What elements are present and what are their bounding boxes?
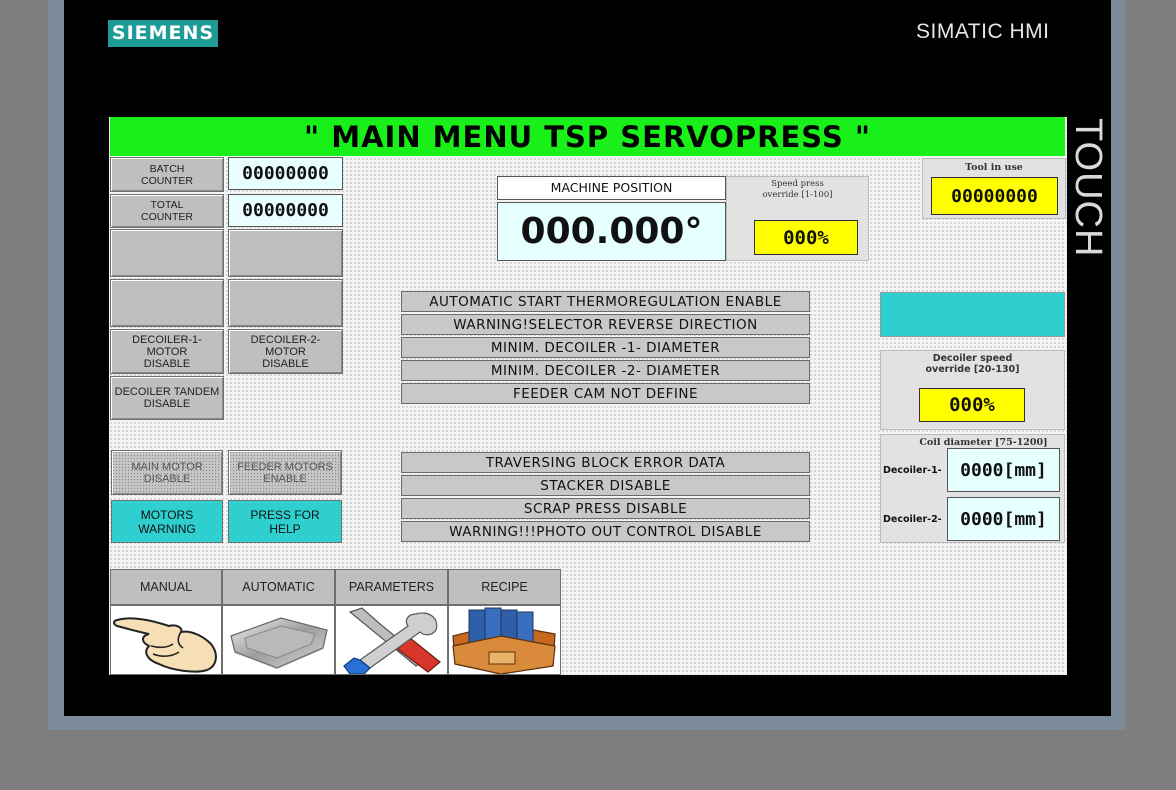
alarm-message: TRAVERSING BLOCK ERROR DATA xyxy=(401,452,810,473)
decoiler-speed-value[interactable]: 000% xyxy=(919,388,1025,422)
touch-label: TOUCH xyxy=(1067,118,1109,258)
foil-tray-icon xyxy=(223,606,334,674)
pointing-hand-icon xyxy=(111,606,221,674)
machine-position-value: 000.000° xyxy=(497,202,726,261)
parameters-button[interactable] xyxy=(335,605,448,675)
tab-recipe[interactable]: RECIPE xyxy=(448,569,561,605)
alarm-message: STACKER DISABLE xyxy=(401,475,810,496)
model-label: SIMATIC HMI xyxy=(916,20,1050,43)
tool-value[interactable]: 00000000 xyxy=(931,177,1058,215)
decoiler-2-diameter-value[interactable]: 0000[mm] xyxy=(947,497,1060,541)
alarm-message: WARNING!SELECTOR REVERSE DIRECTION xyxy=(401,314,810,335)
alarm-message: MINIM. DECOILER -1- DIAMETER xyxy=(401,337,810,358)
recipe-button[interactable] xyxy=(448,605,561,675)
alarm-message: WARNING!!!PHOTO OUT CONTROL DISABLE xyxy=(401,521,810,542)
alarm-message: SCRAP PRESS DISABLE xyxy=(401,498,810,519)
automatic-button[interactable] xyxy=(222,605,335,675)
page-title: " MAIN MENU TSP SERVOPRESS " xyxy=(110,117,1065,156)
status-indicator xyxy=(880,292,1065,337)
coil-diameter-label: Coil diameter [75-1200] xyxy=(919,437,1048,448)
decoiler-speed-panel xyxy=(880,350,1065,430)
decoiler-1-label: Decoiler-1- xyxy=(883,465,942,476)
siemens-logo: SIEMENS xyxy=(108,20,218,47)
tools-icon xyxy=(336,606,447,674)
tab-manual[interactable]: MANUAL xyxy=(110,569,222,605)
motors-warning-button[interactable]: MOTORS WARNING xyxy=(111,500,223,543)
coil-diameter-panel xyxy=(880,434,1065,543)
decoiler-1-diameter-value[interactable]: 0000[mm] xyxy=(947,448,1060,492)
speed-press-value[interactable]: 000% xyxy=(754,220,858,255)
alarm-message: AUTOMATIC START THERMOREGULATION ENABLE xyxy=(401,291,810,312)
tab-automatic[interactable]: AUTOMATIC xyxy=(222,569,335,605)
alarm-message: FEEDER CAM NOT DEFINE xyxy=(401,383,810,404)
batch-counter-value[interactable]: 00000000 xyxy=(228,157,343,190)
press-for-help-button[interactable]: PRESS FOR HELP xyxy=(228,500,342,543)
total-counter-value[interactable]: 00000000 xyxy=(228,194,343,227)
manual-button[interactable] xyxy=(110,605,222,675)
main-motor-button[interactable]: MAIN MOTOR DISABLE xyxy=(111,450,223,495)
alarm-message: MINIM. DECOILER -2- DIAMETER xyxy=(401,360,810,381)
tool-panel xyxy=(922,158,1066,219)
speed-press-label: Speed press override [1-100] xyxy=(762,179,833,200)
decoiler-speed-label: Decoiler speed override [20-130] xyxy=(925,353,1020,375)
speed-press-panel xyxy=(726,176,869,261)
blank-button-2[interactable] xyxy=(228,229,343,277)
machine-position-label: MACHINE POSITION xyxy=(497,176,726,200)
hmi-screen xyxy=(109,117,1067,675)
batch-counter-label: BATCH COUNTER xyxy=(110,157,224,192)
tool-label: Tool in use xyxy=(965,162,1023,173)
decoiler-2-motor-button[interactable]: DECOILER-2- MOTOR DISABLE xyxy=(228,329,343,374)
blank-button-3[interactable] xyxy=(110,279,224,327)
decoiler-tandem-button[interactable]: DECOILER TANDEM DISABLE xyxy=(110,376,224,420)
blank-button-4[interactable] xyxy=(228,279,343,327)
decoiler-1-motor-button[interactable]: DECOILER-1- MOTOR DISABLE xyxy=(110,329,224,374)
blank-button-1[interactable] xyxy=(110,229,224,277)
binders-icon xyxy=(449,606,560,674)
decoiler-2-label: Decoiler-2- xyxy=(883,514,942,525)
feeder-motors-button[interactable]: FEEDER MOTORS ENABLE xyxy=(228,450,342,495)
total-counter-label: TOTAL COUNTER xyxy=(110,194,224,228)
tab-parameters[interactable]: PARAMETERS xyxy=(335,569,448,605)
